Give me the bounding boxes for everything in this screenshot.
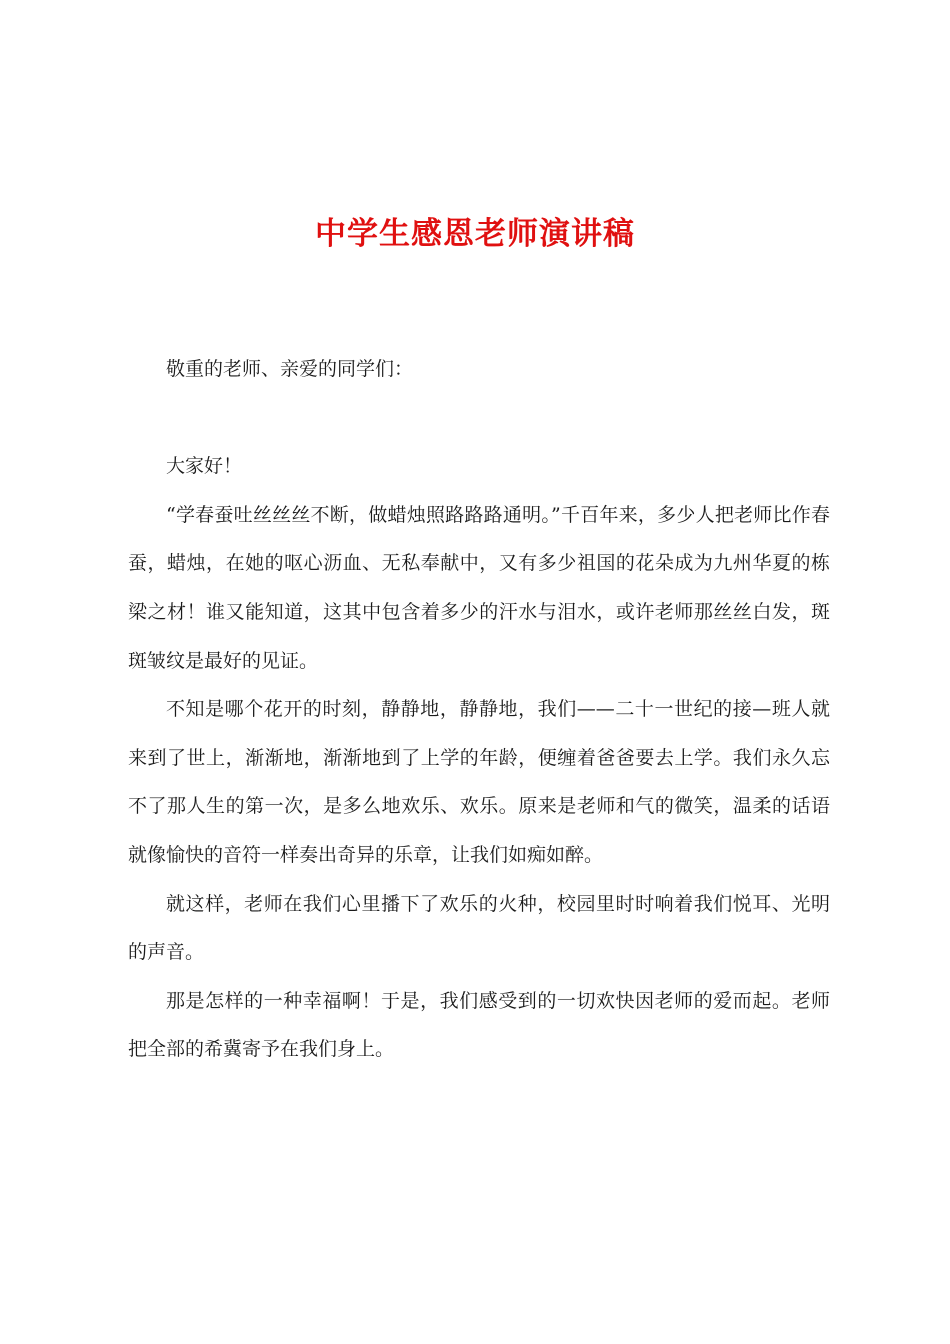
paragraph: 那是怎样的一种幸福啊！于是，我们感受到的一切欢快因老师的爱而起。老师把全部的希冀寄予在我们身上。 bbox=[128, 989, 830, 1061]
page-title: 中学生感恩老师演讲稿 bbox=[315, 216, 635, 252]
paragraph: 不知是哪个花开的时刻，静静地，静静地，我们——二十一世纪的接—班人就来到了世上，渐渐地，渐渐地到了上学的年龄，便缠着爸爸要去上学。我们永久忘不了那人生的第一次，是多么地欢乐、欢乐。原来是老师和气的微笑，温柔的话语就像愉快的音符一样奏出奇异的乐章，让我们如痴如醉。 bbox=[128, 698, 830, 866]
blank-line bbox=[128, 394, 830, 443]
greeting: 大家好！ bbox=[166, 455, 243, 478]
document-body bbox=[128, 345, 830, 1074]
paragraph: “学春蚕吐丝丝丝不断，做蜡烛照路路路通明。”千百年来，多少人把老师比作春蚕，蜡烛，在她的呕心沥血、无私奉献中，又有多少祖国的花朵成为九州华夏的栋梁之材！谁又能知道，这其中包含着多少的汗水与泪水，或许老师那丝丝白发，斑斑皱纹是最好的见证。 bbox=[128, 503, 830, 672]
paragraph: 就这样，老师在我们心里播下了欢乐的火种，校园里时时响着我们悦耳、光明的声音。 bbox=[128, 892, 830, 964]
salutation: 敬重的老师、亲爱的同学们： bbox=[166, 358, 414, 380]
